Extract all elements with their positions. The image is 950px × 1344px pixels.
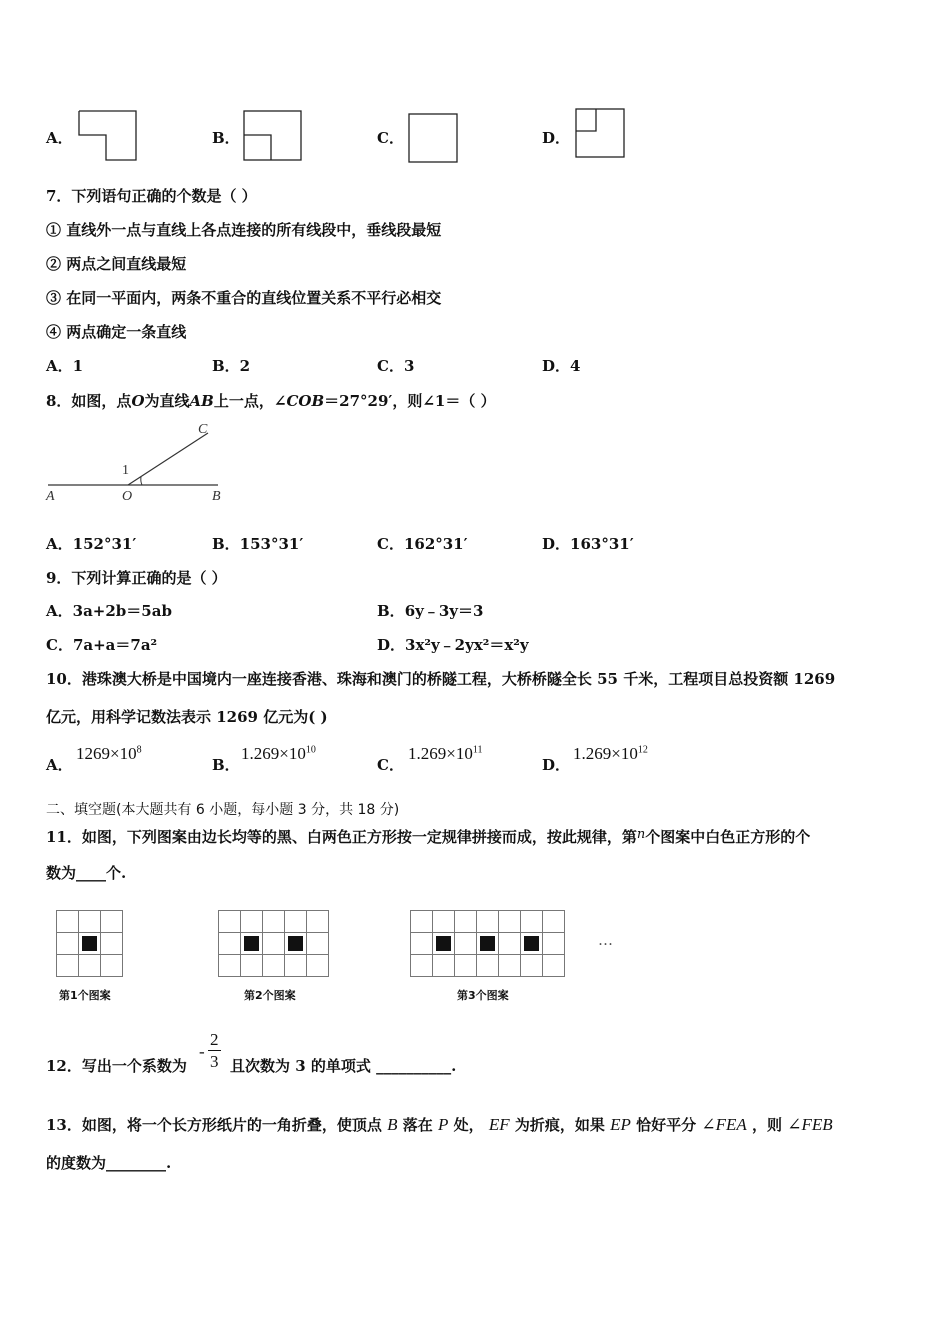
q9-title: 9．下列计算正确的是（ ） bbox=[46, 569, 227, 587]
q8-mid1: 为直线 bbox=[144, 392, 190, 410]
q11-pattern-1 bbox=[56, 910, 123, 977]
q11-line-1 bbox=[46, 825, 810, 847]
q10-option-c-label: C． bbox=[377, 756, 404, 774]
q7-option-a: A．1 bbox=[46, 357, 84, 375]
q10-option-d-value bbox=[573, 744, 648, 764]
q8-option-a: A．152°31′ bbox=[46, 535, 137, 553]
q13-line-1 bbox=[46, 1115, 833, 1135]
q13-p3: 处， bbox=[453, 1116, 484, 1134]
q10-a-exp: 8 bbox=[136, 744, 142, 756]
q10-line-2: 亿元，用科学记数法表示 1269 亿元为( ) bbox=[46, 708, 328, 726]
q8-angle: COB bbox=[286, 392, 325, 410]
q8-figure bbox=[40, 416, 230, 508]
q11-caption-2: 第2个图案 bbox=[244, 989, 296, 1002]
q10-option-b-label: B． bbox=[212, 756, 240, 774]
q9-option-d bbox=[377, 635, 529, 655]
q13-fea: ∠FEA bbox=[701, 1115, 747, 1134]
q7-option-b: B．2 bbox=[212, 357, 251, 375]
q11-caption-1: 第1个图案 bbox=[59, 989, 111, 1002]
q12-minus: - bbox=[199, 1042, 205, 1061]
q9-option-c bbox=[46, 635, 157, 655]
q10-option-a-value bbox=[76, 744, 142, 764]
q8-option-c: C．162°31′ bbox=[377, 535, 468, 553]
q13-p1: 13．如图，将一个长方形纸片的一角折叠，使顶点 bbox=[46, 1116, 382, 1134]
q6-option-d-label: D． bbox=[542, 129, 571, 147]
q10-d-mantissa: 1.269 bbox=[573, 744, 612, 763]
q6-option-d-figure bbox=[573, 106, 629, 162]
q11-line-2: 数为____个. bbox=[46, 864, 127, 882]
q9-option-b-label: B． bbox=[377, 602, 405, 620]
q9-option-b-expr: 6y﹣3y＝3 bbox=[404, 602, 484, 620]
q6-option-a-label: A． bbox=[46, 129, 73, 147]
q8-prefix: 8．如图，点 bbox=[46, 392, 132, 410]
q10-d-exp: 12 bbox=[637, 744, 648, 756]
q12-prefix: 12．写出一个系数为 bbox=[46, 1057, 187, 1075]
q8-label-b: B bbox=[212, 489, 221, 504]
q9-option-d-expr: 3x²y﹣2yx²＝x²y bbox=[405, 636, 529, 654]
q7-option-d: D．4 bbox=[542, 357, 581, 375]
q9-option-a bbox=[46, 601, 172, 621]
q8-option-d: D．163°31′ bbox=[542, 535, 634, 553]
q7-statement-4: ④ 两点确定一条直线 bbox=[46, 323, 187, 341]
q8-label-a: A bbox=[46, 489, 55, 504]
q10-a-mantissa: 1269 bbox=[76, 744, 110, 763]
q10-d-times: ×10 bbox=[611, 744, 638, 763]
q6-option-b-label: B． bbox=[212, 129, 240, 147]
q12-suffix: 且次数为 3 的单项式 __________. bbox=[230, 1057, 457, 1075]
q13-b: B bbox=[387, 1115, 398, 1134]
q9-option-c-expr: 7a+a＝7a² bbox=[72, 636, 158, 654]
q8-line-ab: AB bbox=[189, 392, 214, 410]
q13-p2: 落在 bbox=[402, 1116, 433, 1134]
q13-feb: ∠FEB bbox=[787, 1115, 833, 1134]
q9-option-b bbox=[377, 601, 483, 621]
q7-statement-2: ② 两点之间直线最短 bbox=[46, 255, 187, 273]
q6-option-c-label: C． bbox=[377, 129, 404, 147]
q7-title: 7．下列语句正确的个数是（ ） bbox=[46, 187, 257, 205]
q11-n: n bbox=[636, 827, 646, 842]
q8-mid3: ＝27°29′，则∠1＝（ ） bbox=[324, 392, 496, 410]
q11-line-1-a: 11．如图，下列图案由边长均等的黑、白两色正方形按一定规律拼接而成，按此规律，第 bbox=[46, 828, 637, 846]
q11-line-1-b: 个图案中白色正方形的个 bbox=[645, 828, 811, 846]
q7-option-c: C．3 bbox=[377, 357, 415, 375]
q10-option-a-label: A． bbox=[46, 756, 73, 774]
q13-line-2: 的度数为________. bbox=[46, 1154, 172, 1172]
q10-line-1: 10．港珠澳大桥是中国境内一座连接香港、珠海和澳门的桥隧工程，大桥桥隧全长 55 千米，工程项目总投资额 1269 bbox=[46, 670, 836, 688]
q13-ef: EF bbox=[488, 1115, 510, 1134]
q9-option-a-label: A． bbox=[46, 602, 73, 620]
q13-p5: 恰好平分 bbox=[636, 1116, 697, 1134]
q7-statement-1: ① 直线外一点与直线上各点连接的所有线段中，垂线段最短 bbox=[46, 221, 442, 239]
q10-c-times: ×10 bbox=[446, 744, 473, 763]
q8-title bbox=[46, 391, 496, 411]
q10-b-times: ×10 bbox=[279, 744, 306, 763]
q8-label-o: O bbox=[122, 489, 133, 504]
q8-label-c: C bbox=[198, 422, 208, 437]
q13-ep: EP bbox=[610, 1115, 631, 1134]
q6-option-b-figure bbox=[241, 108, 305, 164]
q10-option-b-value bbox=[241, 744, 316, 764]
q13-p4: 为折痕，如果 bbox=[514, 1116, 605, 1134]
q11-ellipsis: … bbox=[598, 931, 613, 949]
q11-pattern-3 bbox=[410, 910, 565, 977]
q10-option-c-value bbox=[408, 744, 482, 764]
q11-pattern-2 bbox=[218, 910, 329, 977]
q13-p: P bbox=[438, 1115, 449, 1134]
q10-a-times: ×10 bbox=[110, 744, 137, 763]
q9-option-d-label: D． bbox=[377, 636, 406, 654]
q9-option-c-label: C． bbox=[46, 636, 73, 654]
q8-label-1: 1 bbox=[122, 463, 129, 478]
q12-numerator: 2 bbox=[210, 1030, 219, 1049]
q11-caption-3: 第3个图案 bbox=[457, 989, 509, 1002]
q10-c-mantissa: 1.269 bbox=[408, 744, 447, 763]
q13-p6: ，则 bbox=[752, 1116, 783, 1134]
q10-c-exp: 11 bbox=[472, 744, 483, 756]
section-2-title: 二、填空题(本大题共有 6 小题，每小题 3 分，共 18 分) bbox=[46, 802, 400, 818]
q12-fraction bbox=[208, 1030, 221, 1073]
q6-option-c-figure bbox=[406, 111, 462, 167]
q6-option-a-figure bbox=[76, 108, 140, 164]
q8-mid2: 上一点，∠ bbox=[213, 392, 287, 410]
q10-option-d-label: D． bbox=[542, 756, 571, 774]
q8-option-b: B．153°31′ bbox=[212, 535, 304, 553]
q12-denominator: 3 bbox=[210, 1052, 219, 1071]
q9-option-a-expr: 3a+2b＝5ab bbox=[72, 602, 172, 620]
q10-b-mantissa: 1.269 bbox=[241, 744, 280, 763]
q8-point-o: O bbox=[131, 392, 145, 410]
q7-statement-3: ③ 在同一平面内，两条不重合的直线位置关系不平行必相交 bbox=[46, 289, 442, 307]
q10-b-exp: 10 bbox=[305, 744, 316, 756]
